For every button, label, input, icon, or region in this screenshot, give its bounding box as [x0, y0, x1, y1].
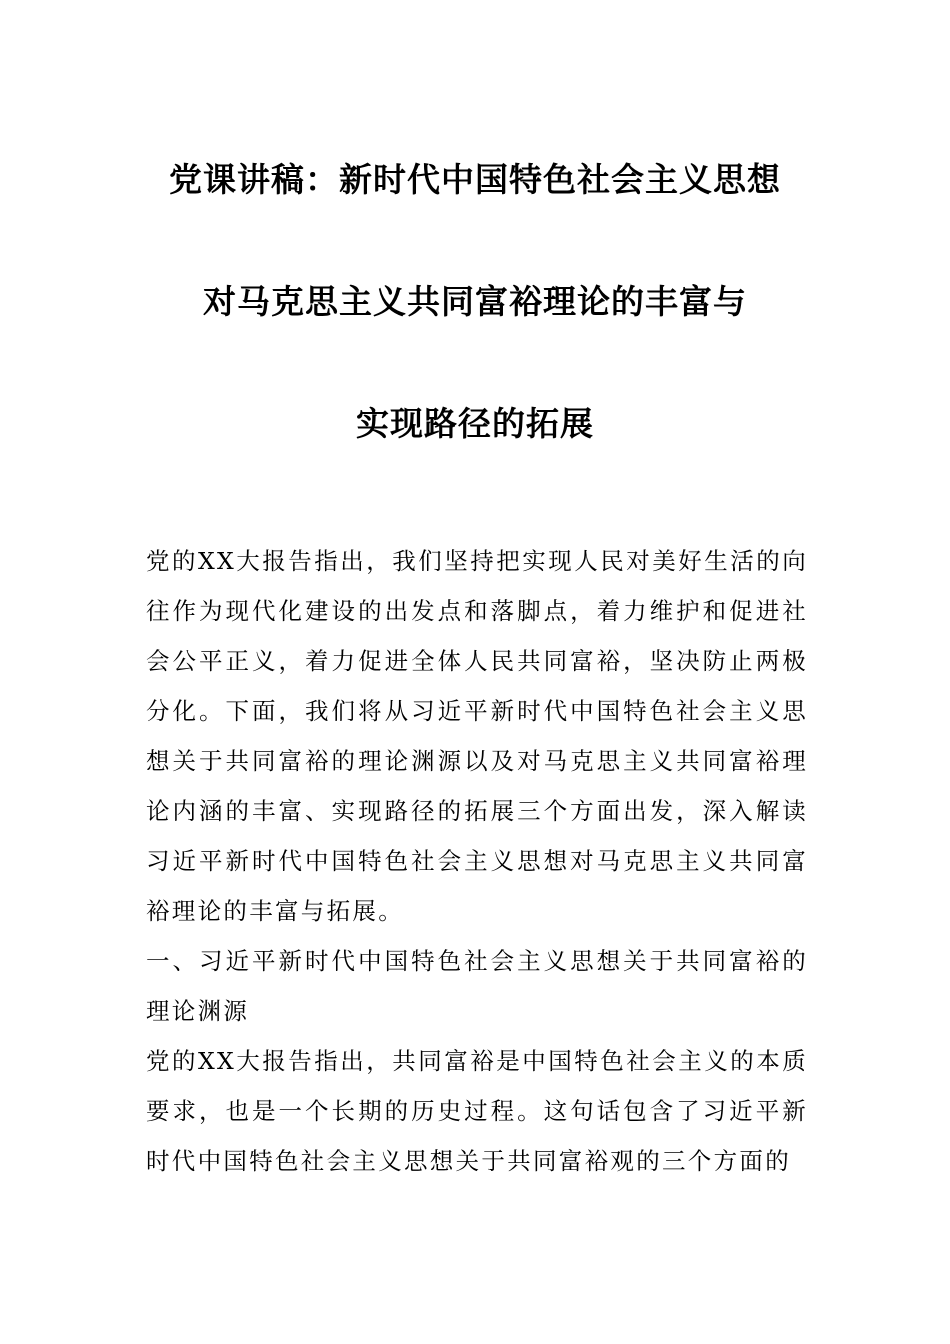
document-title: [100, 150, 850, 454]
title-line-1: 党课讲稿：新时代中国特色社会主义思想: [169, 160, 781, 199]
title-line-3: 实现路径的拓展: [356, 404, 594, 443]
intro-paragraph: 党的XX大报告指出，我们坚持把实现人民对美好生活的向往作为现代化建设的出发点和落脚点，着力维护和促进社会公平正义，着力促进全体人民共同富裕，坚决防止两极分化。下面，我们将从习近平新时代中国特色社会主义思想关于共同富裕的理论渊源以及对马克思主义共同富裕理论内涵的丰富、实现路径的拓展三个方面出发，深入解读习近平新时代中国特色社会主义思想对马克思主义共同富裕理论的丰富与拓展。: [146, 547, 808, 925]
document-body: [146, 536, 808, 1186]
section-1-paragraph: 党的XX大报告指出，共同富裕是中国特色社会主义的本质要求，也是一个长期的历史过程。这句话包含了习近平新时代中国特色社会主义思想关于共同富裕观的三个方面的: [146, 1047, 808, 1175]
title-line-2: 对马克思主义共同富裕理论的丰富与: [203, 282, 747, 321]
section-heading-1: 一、习近平新时代中国特色社会主义思想关于共同富裕的理论渊源: [146, 947, 808, 1025]
